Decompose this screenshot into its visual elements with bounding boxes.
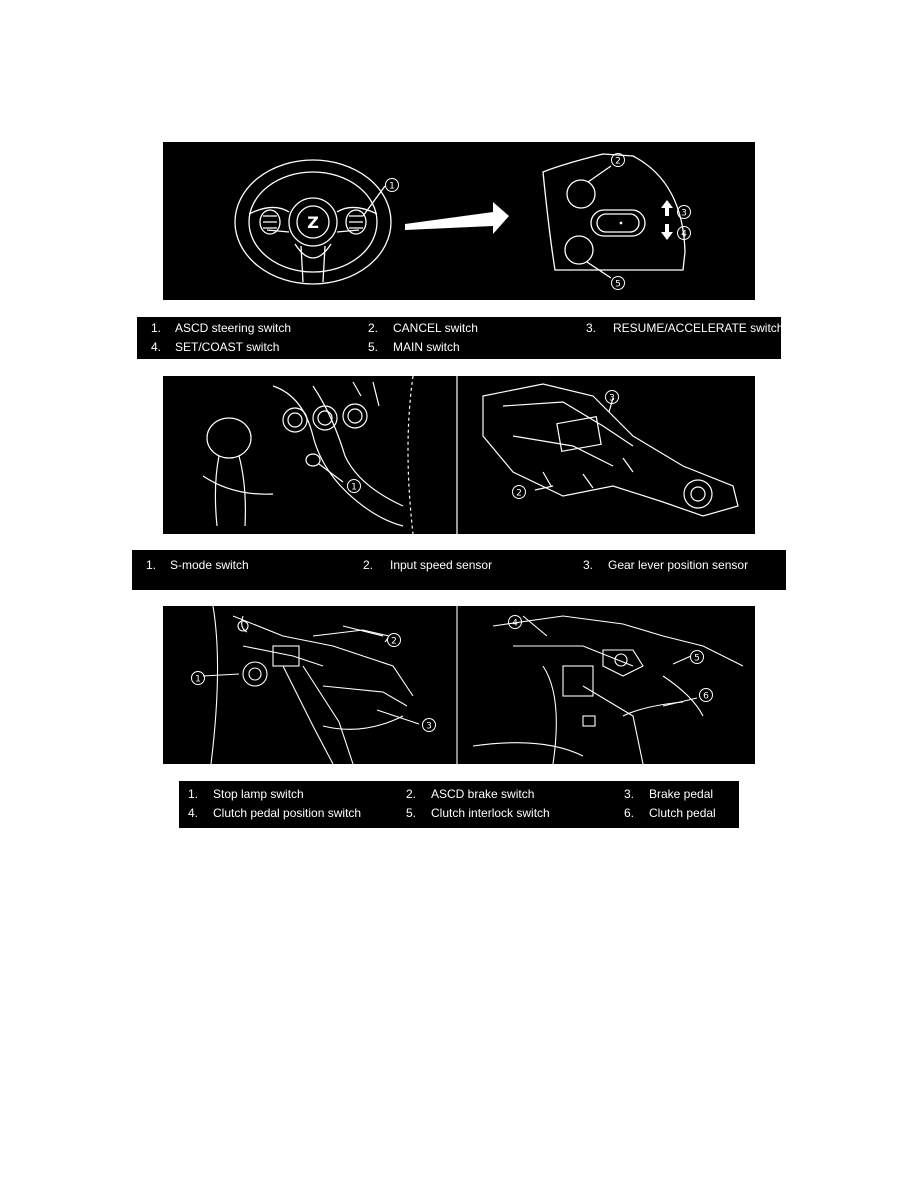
legend-number: 4.: [188, 806, 199, 820]
legend-label: SET/COAST switch: [175, 340, 280, 354]
legend-label: Gear lever position sensor: [608, 558, 749, 572]
legend-label: Clutch interlock switch: [431, 806, 550, 820]
legend-label: Brake pedal: [649, 787, 714, 801]
legend-label: ASCD brake switch: [431, 787, 535, 801]
callout-6: 6: [703, 691, 709, 702]
legend-number: 2.: [406, 787, 417, 801]
callout-3: 3: [681, 208, 687, 219]
legend-label: Input speed sensor: [390, 558, 493, 572]
legend-label: MAIN switch: [393, 340, 460, 354]
legend-number: 3.: [583, 558, 594, 572]
legend-number: 6.: [624, 806, 635, 820]
legend-number: 4.: [151, 340, 162, 354]
steering-wheel-drawing: [163, 142, 755, 300]
legend-number: 2.: [368, 321, 379, 335]
legend-label: S-mode switch: [170, 558, 249, 572]
callout-4: 4: [512, 618, 518, 629]
legend-number: 1.: [188, 787, 199, 801]
callout-1: 1: [351, 482, 357, 493]
callout-1: 1: [195, 674, 201, 685]
legend-label: ASCD steering switch: [175, 321, 292, 335]
transmission-illustration: [163, 376, 755, 534]
callout-5: 5: [694, 653, 700, 664]
transmission-legend: [132, 550, 786, 590]
legend-label: RESUME/ACCELERATE switch: [613, 321, 784, 335]
legend-number: 3.: [586, 321, 597, 335]
callout-2: 2: [516, 488, 522, 499]
steering-switch-illustration: [163, 142, 755, 300]
callout-2: 2: [391, 636, 397, 647]
legend-number: 2.: [363, 558, 374, 572]
legend-number: 3.: [624, 787, 635, 801]
callout-4: 4: [681, 229, 687, 240]
callout-3: 3: [426, 721, 432, 732]
pedal-illustration: [163, 606, 755, 764]
legend-number: 1.: [146, 558, 157, 572]
legend-number: 1.: [151, 321, 162, 335]
legend-label: Stop lamp switch: [213, 787, 304, 801]
legend-number: 5.: [406, 806, 417, 820]
steering-switch-legend: [137, 317, 784, 359]
callout-3: 3: [609, 393, 615, 404]
legend-label: Clutch pedal: [649, 806, 716, 820]
svg-text:Z: Z: [307, 213, 319, 232]
callout-5: 5: [615, 279, 621, 290]
pedal-legend: [179, 781, 739, 828]
pedal-drawing: [163, 606, 755, 764]
legend-label: Clutch pedal position switch: [213, 806, 362, 820]
callout-1: 1: [389, 181, 395, 192]
transmission-drawing: [163, 376, 755, 534]
legend-label: CANCEL switch: [393, 321, 478, 335]
callout-2: 2: [615, 156, 621, 167]
legend-number: 5.: [368, 340, 379, 354]
